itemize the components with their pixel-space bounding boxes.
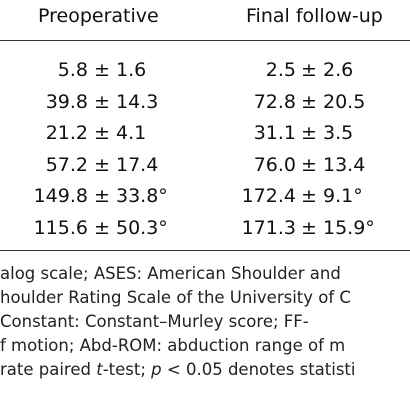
footnote-line: f motion; Abd-ROM: abduction range of m [0, 336, 346, 355]
footnote-line: Constant: Constant–Murley score; FF- [0, 312, 309, 331]
plus-minus-symbol: ± [301, 59, 317, 81]
plus-minus-symbol: ± [301, 122, 317, 144]
table-top-rule [0, 40, 410, 41]
pre-mean-cell: 57.2 [45, 153, 88, 176]
plus-minus-symbol: ± [301, 185, 317, 207]
final-sd-cell: 15.9° [323, 216, 375, 239]
final-sd-cell: 2.6 [323, 59, 354, 81]
final-sd-cell: 3.5 [323, 122, 354, 144]
pre-mean-cell: 21.2 [45, 122, 88, 144]
final-mean-cell: 172.4 [241, 185, 296, 207]
footnote-italic-p: p [151, 360, 162, 379]
pre-sd-cell: 14.3 [116, 90, 159, 113]
plus-minus-symbol: ± [94, 185, 110, 207]
final-mean-cell: 2.5 [265, 59, 296, 81]
table-row [0, 181, 410, 213]
plus-minus-symbol: ± [301, 153, 317, 176]
pre-sd-cell: 17.4 [116, 153, 159, 176]
final-sd-cell: 20.5 [323, 90, 366, 113]
table-row [0, 150, 410, 182]
table-header [0, 0, 410, 38]
final-sd-cell: 13.4 [323, 153, 366, 176]
final-mean-cell: 72.8 [253, 90, 296, 113]
pre-sd-cell: 4.1 [116, 122, 147, 144]
table-bottom-rule [0, 250, 410, 251]
footnote-text: < 0.05 denotes statisti [161, 360, 356, 379]
final-mean-cell: 76.0 [253, 153, 296, 176]
plus-minus-symbol: ± [94, 153, 110, 176]
footnote-line [0, 358, 410, 382]
pre-sd-cell: 50.3° [116, 216, 168, 239]
plus-minus-symbol: ± [94, 122, 110, 144]
footnote-text: rate paired [0, 360, 97, 379]
pre-mean-cell: 39.8 [45, 90, 88, 113]
plus-minus-symbol: ± [301, 90, 317, 113]
plus-minus-symbol: ± [301, 216, 317, 239]
final-mean-cell: 31.1 [253, 122, 296, 144]
pre-mean-cell: 5.8 [57, 59, 88, 81]
footnote-italic-t: t [96, 360, 103, 379]
table-footnotes [0, 262, 410, 382]
plus-minus-symbol: ± [94, 59, 110, 81]
plus-minus-symbol: ± [94, 216, 110, 239]
final-sd-cell: 9.1° [323, 185, 363, 207]
table-row [0, 87, 410, 119]
footnote-line: houlder Rating Scale of the University of C [0, 288, 351, 307]
pre-mean-cell: 115.6 [33, 216, 88, 239]
pre-mean-cell: 149.8 [33, 185, 88, 207]
plus-minus-symbol: ± [94, 90, 110, 113]
table-row [0, 213, 410, 245]
pre-sd-cell: 1.6 [116, 59, 147, 81]
table-row [0, 118, 410, 150]
final-mean-cell: 171.3 [241, 216, 296, 239]
column-header-preoperative: Preoperative [38, 5, 159, 27]
footnote-text: -test; [102, 360, 152, 379]
table-row [0, 55, 410, 87]
column-header-final-follow-up: Final follow-up [246, 5, 383, 27]
table-body [0, 55, 410, 244]
pre-sd-cell: 33.8° [116, 185, 168, 207]
footnote-line: alog scale; ASES: American Shoulder and [0, 264, 341, 283]
